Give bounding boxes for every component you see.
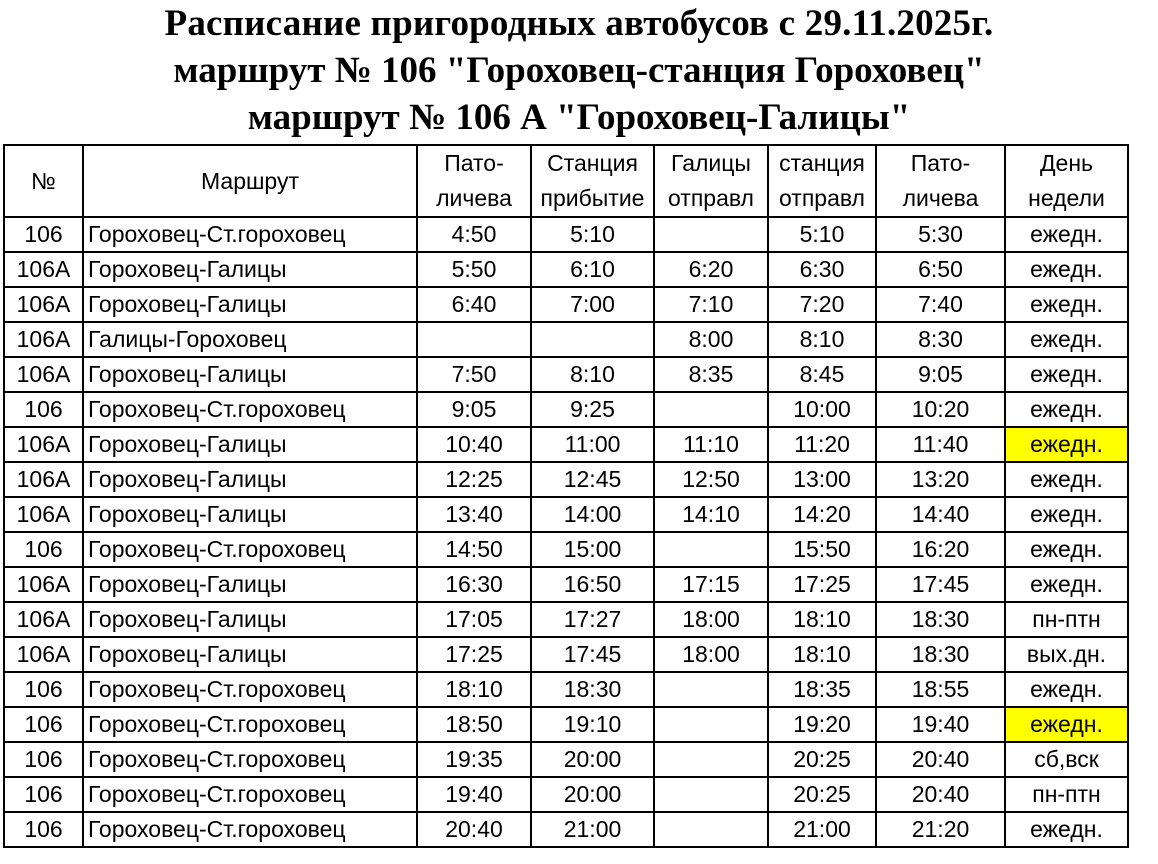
cell-station-arrival: 7:00: [531, 287, 654, 322]
cell-days: ежедн.: [1005, 357, 1128, 392]
cell-route-name: Гороховец-Ст.гороховец: [83, 742, 417, 777]
cell-route-name: Гороховец-Галицы: [83, 287, 417, 322]
cell-route-number: 106А: [4, 497, 83, 532]
title-line-3: маршрут № 106 А "Гороховец-Галицы": [247, 97, 911, 138]
table-row: [4, 742, 1128, 777]
cell-patolicheva-arrival: 18:30: [876, 637, 1005, 672]
table-row: [4, 462, 1128, 497]
cell-station-arrival: 20:00: [531, 777, 654, 812]
header-station-arrival: Станция прибытие: [531, 145, 654, 217]
cell-days: ежедн.: [1005, 217, 1128, 252]
cell-patolicheva-arrival: 17:45: [876, 567, 1005, 602]
cell-route-number: 106А: [4, 322, 83, 357]
cell-station-departure: 20:25: [768, 777, 876, 812]
cell-station-arrival: 17:45: [531, 637, 654, 672]
cell-station-departure: 10:00: [768, 392, 876, 427]
cell-patolicheva-departure: 16:30: [417, 567, 531, 602]
cell-route-name: Гороховец-Ст.гороховец: [83, 812, 417, 847]
table-body: [4, 217, 1128, 847]
table-row: [4, 287, 1128, 322]
cell-days: ежедн.: [1005, 252, 1128, 287]
cell-station-departure: 17:25: [768, 567, 876, 602]
cell-station-arrival: 11:00: [531, 427, 654, 462]
cell-days: ежедн.: [1005, 707, 1128, 742]
table-row: [4, 357, 1128, 392]
cell-days: ежедн.: [1005, 287, 1128, 322]
cell-galitsy-departure: 18:00: [654, 602, 768, 637]
cell-days: ежедн.: [1005, 322, 1128, 357]
cell-route-number: 106А: [4, 357, 83, 392]
cell-route-number: 106А: [4, 567, 83, 602]
cell-galitsy-departure: [654, 672, 768, 707]
cell-patolicheva-departure: 6:40: [417, 287, 531, 322]
cell-station-arrival: 12:45: [531, 462, 654, 497]
cell-galitsy-departure: 14:10: [654, 497, 768, 532]
table-row: [4, 707, 1128, 742]
cell-galitsy-departure: 6:20: [654, 252, 768, 287]
cell-station-arrival: 19:10: [531, 707, 654, 742]
cell-route-name: Гороховец-Ст.гороховец: [83, 777, 417, 812]
cell-route-number: 106: [4, 392, 83, 427]
page-title: [0, 0, 1158, 141]
cell-route-name: Гороховец-Галицы: [83, 602, 417, 637]
cell-station-departure: 11:20: [768, 427, 876, 462]
cell-station-departure: 6:30: [768, 252, 876, 287]
cell-galitsy-departure: 8:35: [654, 357, 768, 392]
cell-patolicheva-arrival: 14:40: [876, 497, 1005, 532]
header-galitsy-departure: Галицы отправл: [654, 145, 768, 217]
table-row: [4, 322, 1128, 357]
cell-galitsy-departure: 12:50: [654, 462, 768, 497]
cell-patolicheva-departure: [417, 322, 531, 357]
cell-galitsy-departure: 17:15: [654, 567, 768, 602]
cell-patolicheva-departure: 18:10: [417, 672, 531, 707]
cell-route-name: Гороховец-Галицы: [83, 427, 417, 462]
cell-route-name: Гороховец-Ст.гороховец: [83, 707, 417, 742]
cell-days: пн-птн: [1005, 602, 1128, 637]
cell-route-number: 106А: [4, 287, 83, 322]
cell-patolicheva-arrival: 6:50: [876, 252, 1005, 287]
cell-route-name: Гороховец-Галицы: [83, 357, 417, 392]
cell-patolicheva-departure: 19:35: [417, 742, 531, 777]
cell-galitsy-departure: 18:00: [654, 637, 768, 672]
cell-route-number: 106А: [4, 462, 83, 497]
cell-patolicheva-arrival: 18:55: [876, 672, 1005, 707]
cell-station-arrival: 18:30: [531, 672, 654, 707]
cell-route-number: 106: [4, 672, 83, 707]
cell-station-arrival: 6:10: [531, 252, 654, 287]
table-row: [4, 602, 1128, 637]
table-row: [4, 392, 1128, 427]
table-row: [4, 427, 1128, 462]
cell-station-arrival: 15:00: [531, 532, 654, 567]
cell-station-arrival: 9:25: [531, 392, 654, 427]
cell-route-number: 106: [4, 217, 83, 252]
header-station-departure: станция отправл: [768, 145, 876, 217]
cell-days: вых.дн.: [1005, 637, 1128, 672]
cell-galitsy-departure: [654, 812, 768, 847]
table-row: [4, 777, 1128, 812]
cell-galitsy-departure: [654, 707, 768, 742]
cell-galitsy-departure: [654, 532, 768, 567]
cell-days: ежедн.: [1005, 532, 1128, 567]
cell-patolicheva-arrival: 11:40: [876, 427, 1005, 462]
cell-galitsy-departure: [654, 742, 768, 777]
cell-route-name: Гороховец-Ст.гороховец: [83, 532, 417, 567]
cell-route-name: Гороховец-Ст.гороховец: [83, 672, 417, 707]
header-patolicheva-departure: Пато- личева: [417, 145, 531, 217]
cell-station-departure: 19:20: [768, 707, 876, 742]
cell-station-departure: 21:00: [768, 812, 876, 847]
cell-station-departure: 7:20: [768, 287, 876, 322]
cell-patolicheva-arrival: 13:20: [876, 462, 1005, 497]
cell-patolicheva-arrival: 20:40: [876, 742, 1005, 777]
cell-days: ежедн.: [1005, 427, 1128, 462]
table-row: [4, 252, 1128, 287]
cell-days: пн-птн: [1005, 777, 1128, 812]
cell-route-name: Гороховец-Ст.гороховец: [83, 392, 417, 427]
cell-patolicheva-departure: 10:40: [417, 427, 531, 462]
schedule-table: [3, 144, 1129, 848]
cell-station-departure: 8:45: [768, 357, 876, 392]
cell-galitsy-departure: 11:10: [654, 427, 768, 462]
cell-patolicheva-arrival: 16:20: [876, 532, 1005, 567]
cell-patolicheva-arrival: 20:40: [876, 777, 1005, 812]
cell-route-number: 106А: [4, 637, 83, 672]
header-number: №: [4, 145, 83, 217]
cell-route-name: Гороховец-Галицы: [83, 252, 417, 287]
cell-station-departure: 18:10: [768, 637, 876, 672]
header-patolicheva-arrival: Пато- личева: [876, 145, 1005, 217]
cell-station-arrival: 8:10: [531, 357, 654, 392]
cell-route-name: Гороховец-Ст.гороховец: [83, 217, 417, 252]
cell-station-departure: 20:25: [768, 742, 876, 777]
table-row: [4, 532, 1128, 567]
cell-days: ежедн.: [1005, 812, 1128, 847]
cell-route-number: 106: [4, 707, 83, 742]
cell-station-departure: 18:35: [768, 672, 876, 707]
cell-galitsy-departure: 7:10: [654, 287, 768, 322]
cell-patolicheva-arrival: 21:20: [876, 812, 1005, 847]
cell-days: ежедн.: [1005, 497, 1128, 532]
table-header-row: [4, 145, 1128, 217]
cell-patolicheva-departure: 5:50: [417, 252, 531, 287]
cell-station-arrival: 17:27: [531, 602, 654, 637]
cell-station-arrival: 5:10: [531, 217, 654, 252]
cell-patolicheva-arrival: 7:40: [876, 287, 1005, 322]
cell-days: ежедн.: [1005, 567, 1128, 602]
title-line-1: Расписание пригородных автобусов с 29.11.2025г.: [164, 3, 994, 44]
cell-patolicheva-departure: 19:40: [417, 777, 531, 812]
cell-patolicheva-departure: 13:40: [417, 497, 531, 532]
cell-route-number: 106: [4, 532, 83, 567]
cell-patolicheva-departure: 20:40: [417, 812, 531, 847]
cell-galitsy-departure: 8:00: [654, 322, 768, 357]
cell-station-departure: 13:00: [768, 462, 876, 497]
cell-station-departure: 5:10: [768, 217, 876, 252]
cell-days: ежедн.: [1005, 392, 1128, 427]
cell-station-arrival: 14:00: [531, 497, 654, 532]
cell-days: сб,вск: [1005, 742, 1128, 777]
cell-patolicheva-departure: 4:50: [417, 217, 531, 252]
cell-station-arrival: 21:00: [531, 812, 654, 847]
table-row: [4, 812, 1128, 847]
cell-days: ежедн.: [1005, 672, 1128, 707]
cell-route-number: 106: [4, 742, 83, 777]
cell-patolicheva-arrival: 9:05: [876, 357, 1005, 392]
cell-station-arrival: [531, 322, 654, 357]
cell-route-number: 106: [4, 777, 83, 812]
cell-route-number: 106А: [4, 427, 83, 462]
cell-days: ежедн.: [1005, 462, 1128, 497]
header-days: День недели: [1005, 145, 1128, 217]
cell-station-departure: 8:10: [768, 322, 876, 357]
cell-patolicheva-departure: 14:50: [417, 532, 531, 567]
cell-route-number: 106А: [4, 252, 83, 287]
cell-station-departure: 14:20: [768, 497, 876, 532]
cell-station-departure: 18:10: [768, 602, 876, 637]
cell-route-name: Гороховец-Галицы: [83, 497, 417, 532]
cell-patolicheva-departure: 17:05: [417, 602, 531, 637]
cell-patolicheva-departure: 7:50: [417, 357, 531, 392]
table-row: [4, 497, 1128, 532]
title-line-2: маршрут № 106 "Гороховец-станция Гороховец": [173, 50, 985, 91]
cell-patolicheva-departure: 18:50: [417, 707, 531, 742]
cell-patolicheva-arrival: 19:40: [876, 707, 1005, 742]
table-row: [4, 567, 1128, 602]
table-row: [4, 672, 1128, 707]
cell-patolicheva-arrival: 18:30: [876, 602, 1005, 637]
cell-galitsy-departure: [654, 392, 768, 427]
cell-station-departure: 15:50: [768, 532, 876, 567]
cell-patolicheva-arrival: 10:20: [876, 392, 1005, 427]
cell-galitsy-departure: [654, 777, 768, 812]
cell-station-arrival: 16:50: [531, 567, 654, 602]
table-row: [4, 217, 1128, 252]
cell-patolicheva-departure: 9:05: [417, 392, 531, 427]
cell-route-name: Гороховец-Галицы: [83, 567, 417, 602]
cell-route-number: 106А: [4, 602, 83, 637]
cell-route-name: Гороховец-Галицы: [83, 637, 417, 672]
cell-route-name: Галицы-Гороховец: [83, 322, 417, 357]
cell-route-number: 106: [4, 812, 83, 847]
cell-patolicheva-arrival: 5:30: [876, 217, 1005, 252]
header-route: Маршрут: [83, 145, 417, 217]
cell-station-arrival: 20:00: [531, 742, 654, 777]
table-row: [4, 637, 1128, 672]
cell-patolicheva-departure: 12:25: [417, 462, 531, 497]
cell-patolicheva-departure: 17:25: [417, 637, 531, 672]
cell-route-name: Гороховец-Галицы: [83, 462, 417, 497]
cell-patolicheva-arrival: 8:30: [876, 322, 1005, 357]
cell-galitsy-departure: [654, 217, 768, 252]
